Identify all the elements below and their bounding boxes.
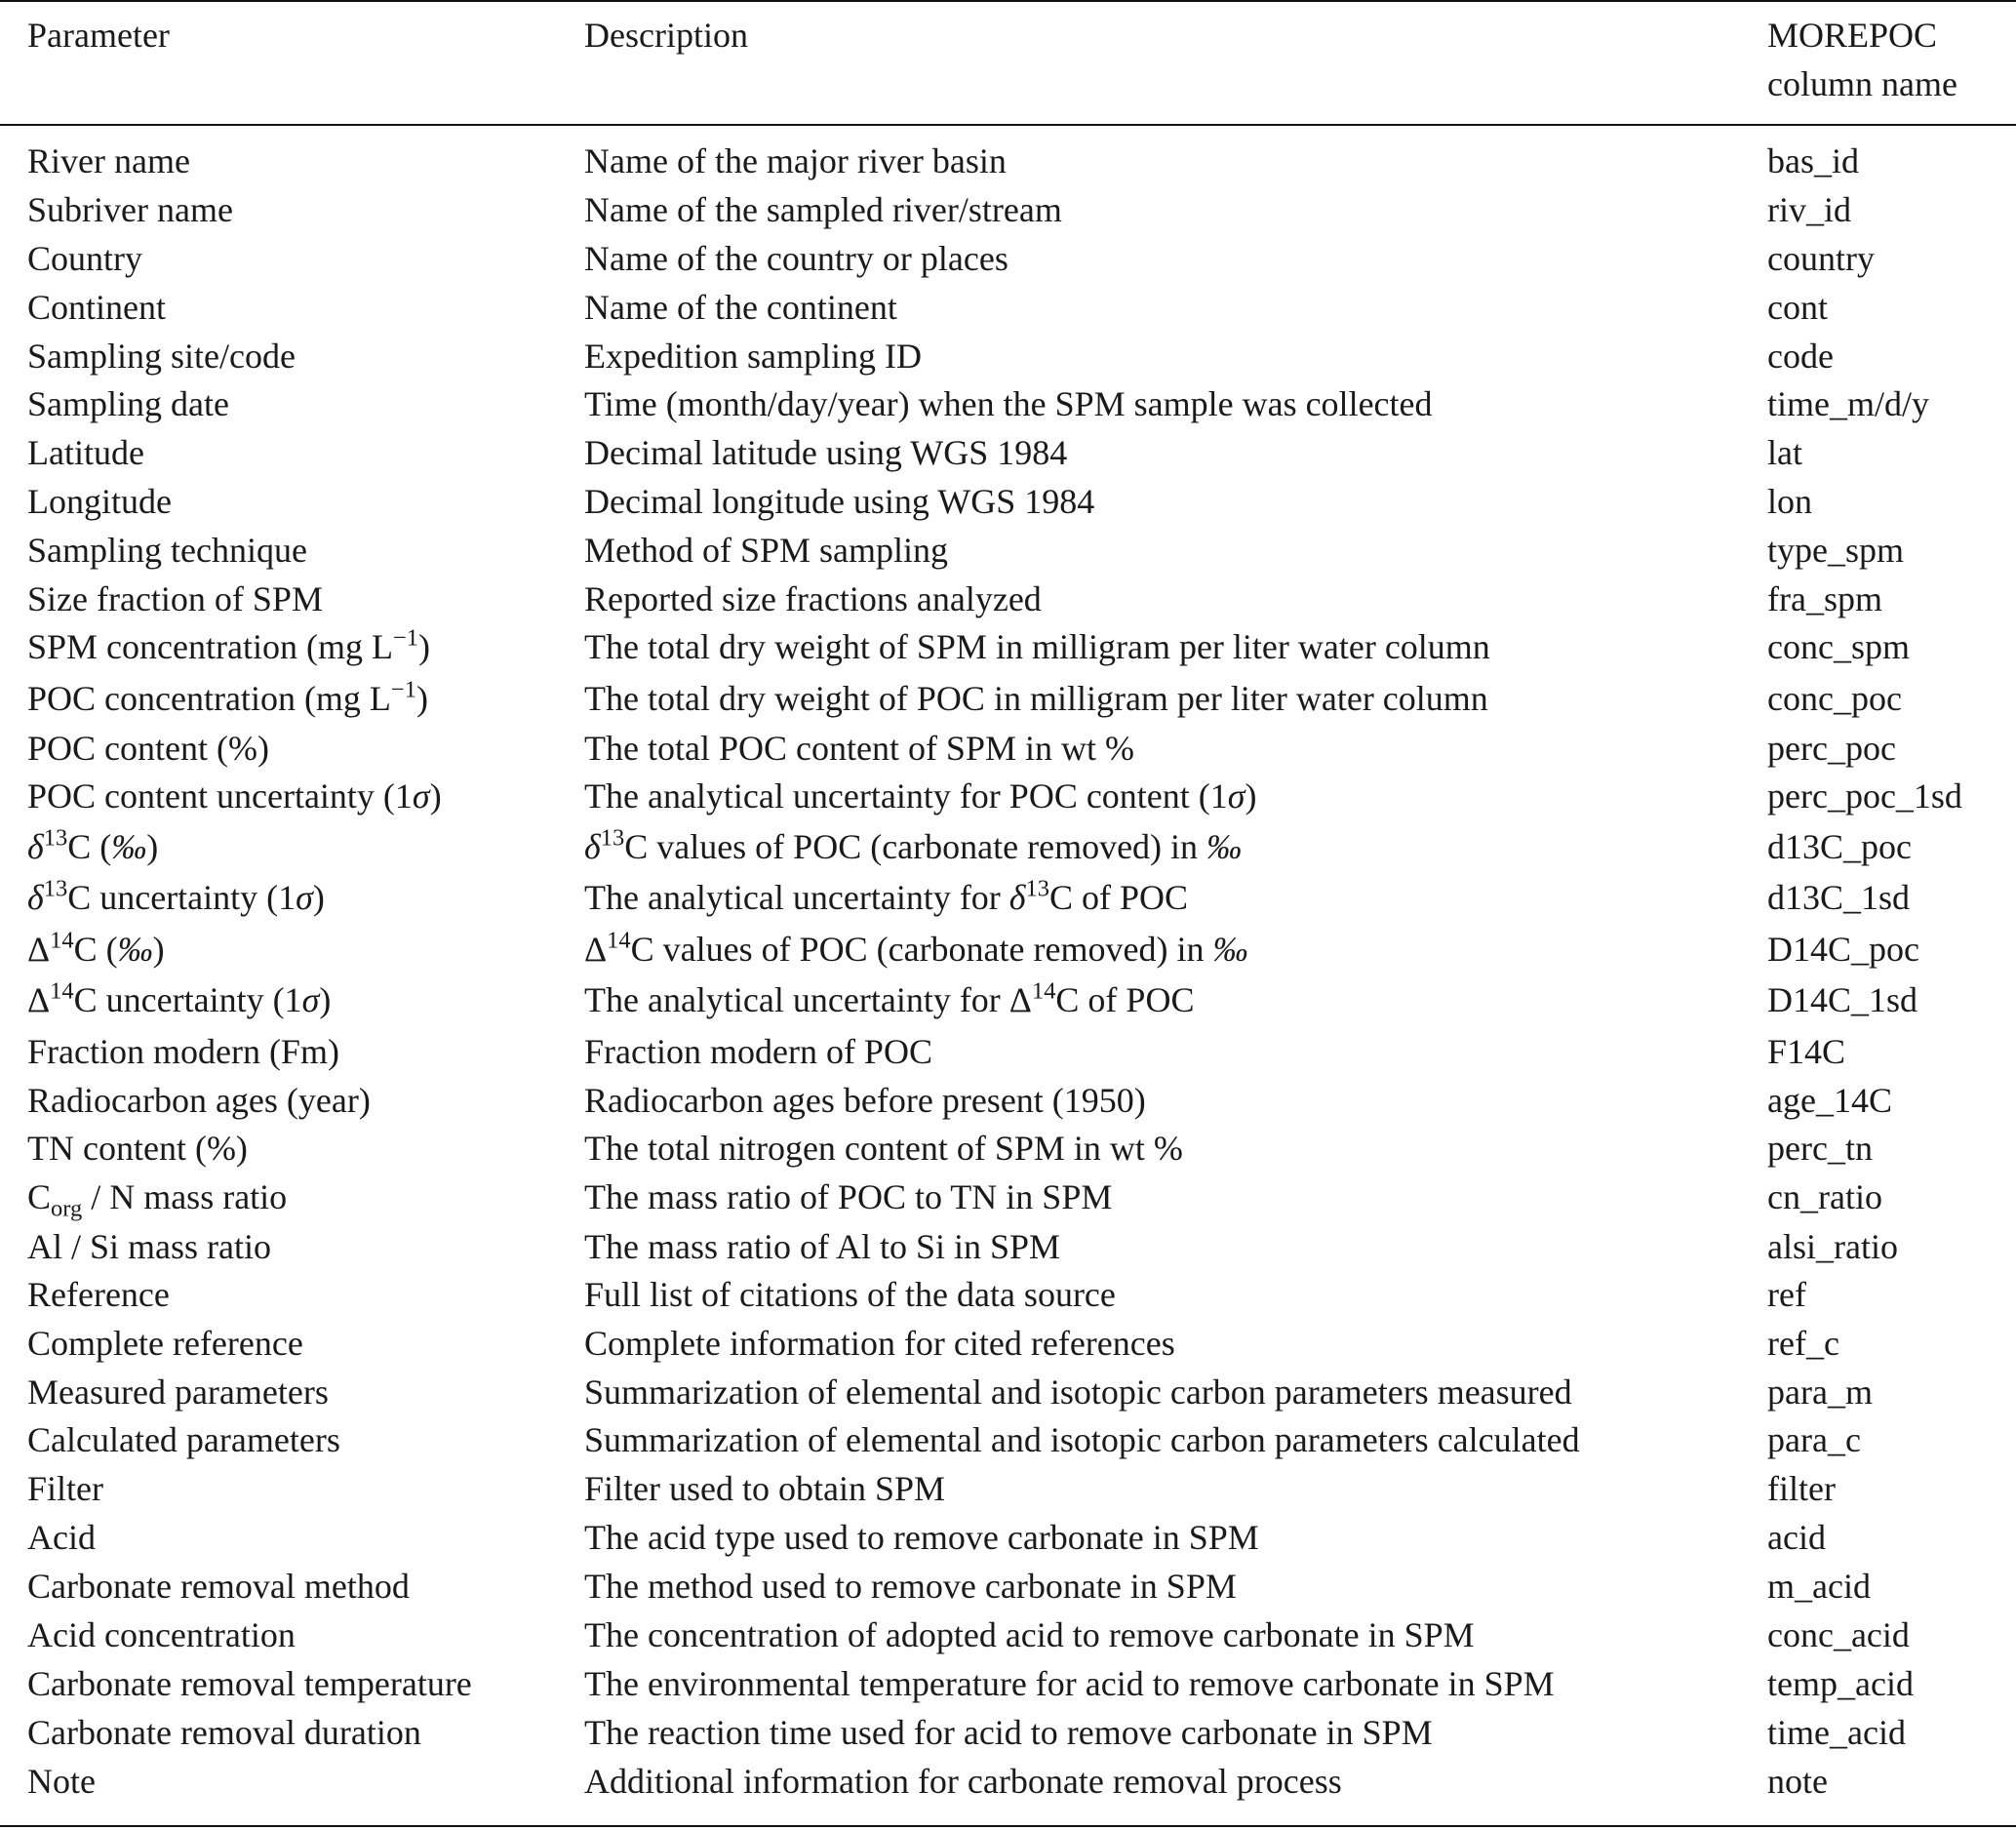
parameter-cell: Longitude [27, 482, 172, 521]
column-name-cell: code [1767, 337, 1834, 376]
table-row [0, 674, 2016, 723]
column-name-cell: alsi_ratio [1767, 1227, 1898, 1266]
column-name-cell: lat [1767, 433, 1802, 472]
description-cell: Reported size fractions analyzed [584, 579, 1042, 618]
column-name-cell: riv_id [1767, 190, 1851, 229]
column-name-cell: fra_spm [1767, 579, 1882, 618]
parameter-cell: $C_{org}$ / N mass ratio [27, 1177, 288, 1222]
parameter-cell: Carbonate removal duration [27, 1713, 421, 1752]
table-row [0, 526, 2016, 575]
parameter-cell: Al / Si mass ratio [27, 1227, 271, 1266]
column-name-cell: perc_poc_1sd [1767, 776, 1962, 816]
description-cell: Name of the country or places [584, 239, 1008, 278]
table-row [0, 1513, 2016, 1562]
table-row [0, 1415, 2016, 1464]
column-name-cell: lon [1767, 482, 1813, 521]
parameter-cell: Carbonate removal method [27, 1567, 410, 1606]
description-cell: The total nitrogen content of SPM in wt % [584, 1129, 1183, 1168]
header-column-name-line2: column name [1767, 64, 1957, 103]
description-cell: Method of SPM sampling [584, 531, 949, 570]
parameter-cell: Subriver name [27, 190, 233, 229]
parameter-cell: Country [27, 239, 143, 278]
table-row [0, 1708, 2016, 1757]
description-cell: Name of the major river basin [584, 141, 1007, 180]
table-row [0, 822, 2016, 871]
parameter-cell: Continent [27, 288, 166, 327]
column-name-cell: conc_poc [1767, 679, 1902, 718]
table-row [0, 234, 2016, 283]
column-name-cell: F14C [1767, 1032, 1846, 1071]
table-row [0, 1124, 2016, 1173]
table-row [0, 379, 2016, 428]
table-header-rule [0, 124, 2016, 126]
column-name-cell: time_acid [1767, 1713, 1906, 1752]
parameter-cell: Filter [27, 1469, 103, 1508]
header-parameter: Parameter [27, 16, 170, 55]
description-cell: Full list of citations of the data source [584, 1275, 1116, 1314]
description-cell: The environmental temperature for acid to remove carbonate in SPM [584, 1664, 1555, 1703]
description-cell: Summarization of elemental and isotopic carbon parameters measured [584, 1372, 1572, 1412]
column-name-cell: type_spm [1767, 531, 1904, 570]
table-row [0, 1368, 2016, 1416]
description-cell: The method used to remove carbonate in SPM [584, 1567, 1237, 1606]
column-name-cell: bas_id [1767, 141, 1859, 180]
table-row [0, 185, 2016, 234]
parameter-cell: POC content uncertainty (1σ) [27, 776, 442, 816]
table-row [0, 1222, 2016, 1271]
parameter-cell: Size fraction of SPM [27, 579, 323, 618]
description-cell: Name of the continent [584, 288, 897, 327]
table-row [0, 137, 2016, 185]
parameter-cell: $\Delta^{14}C$ (‰) [27, 927, 165, 969]
parameter-cell: Radiocarbon ages (year) [27, 1081, 371, 1120]
parameter-cell: Measured parameters [27, 1372, 329, 1412]
column-name-cell: age_14C [1767, 1081, 1892, 1120]
parameter-cell: Calculated parameters [27, 1420, 340, 1459]
column-name-cell: perc_poc [1767, 729, 1896, 768]
parameter-cell: Complete reference [27, 1324, 303, 1363]
parameter-cell: POC concentration (mg $L^{-1}$) [27, 676, 428, 718]
description-cell: The concentration of adopted acid to remove carbonate in SPM [584, 1615, 1475, 1654]
description-cell: Name of the sampled river/stream [584, 190, 1062, 229]
table-row [0, 1611, 2016, 1659]
column-name-cell: cn_ratio [1767, 1177, 1882, 1216]
parameter-cell: SPM concentration (mg $L^{-1}$) [27, 624, 430, 666]
table-row [0, 622, 2016, 671]
parameter-cell: $\Delta^{14}C$ uncertainty (1σ) [27, 977, 332, 1019]
description-cell: Complete information for cited references [584, 1324, 1175, 1363]
table-row [0, 477, 2016, 526]
description-cell: The analytical uncertainty for POC content (1σ) [584, 776, 1257, 816]
table-bottom-rule [0, 1825, 2016, 1827]
table-row [0, 1173, 2016, 1221]
parameter-cell: Acid [27, 1518, 96, 1557]
description-cell: The total dry weight of POC in milligram per liter water column [584, 679, 1488, 718]
column-name-cell: country [1767, 239, 1875, 278]
parameter-cell: River name [27, 141, 190, 180]
description-cell: The total dry weight of SPM in milligram per liter water column [584, 627, 1490, 666]
table-row [0, 1270, 2016, 1319]
parameter-cell: Sampling technique [27, 531, 307, 570]
column-name-cell: note [1767, 1762, 1828, 1801]
table-row [0, 925, 2016, 974]
column-name-cell: filter [1767, 1469, 1836, 1508]
column-name-cell: ref [1767, 1275, 1806, 1314]
table-row [0, 1319, 2016, 1368]
table-row [0, 975, 2016, 1024]
description-cell: The analytical uncertainty for $\delta^{13}C$ of POC [584, 875, 1189, 917]
column-name-cell: acid [1767, 1518, 1826, 1557]
table-row [0, 428, 2016, 477]
description-cell: Radiocarbon ages before present (1950) [584, 1081, 1146, 1120]
column-name-cell: para_c [1767, 1420, 1861, 1459]
description-cell: Additional information for carbonate removal process [584, 1762, 1342, 1801]
column-name-cell: conc_acid [1767, 1615, 1910, 1654]
parameter-cell: Latitude [27, 433, 144, 472]
description-cell: Time (month/day/year) when the SPM sample was collected [584, 384, 1433, 423]
column-name-cell: D14C_poc [1767, 930, 1919, 969]
parameter-cell: $\delta^{13}C$ uncertainty (1σ) [27, 875, 325, 917]
description-cell: Summarization of elemental and isotopic carbon parameters calculated [584, 1420, 1580, 1459]
table-row [0, 873, 2016, 922]
table-row [0, 1757, 2016, 1806]
description-cell: The mass ratio of Al to Si in SPM [584, 1227, 1061, 1266]
description-cell: The analytical uncertainty for $\Delta^{14}C$ of POC [584, 977, 1195, 1019]
column-name-cell: para_m [1767, 1372, 1873, 1412]
table-top-rule [0, 0, 2016, 2]
table-row [0, 283, 2016, 332]
column-name-cell: D14C_1sd [1767, 980, 1918, 1019]
table-row [0, 1562, 2016, 1611]
description-cell: $\Delta^{14}C$ values of POC (carbonate removed) in ‰ [584, 927, 1248, 969]
column-name-cell: conc_spm [1767, 627, 1910, 666]
table-row [0, 1027, 2016, 1076]
table-row [0, 1076, 2016, 1125]
table-row [0, 1464, 2016, 1513]
column-name-cell: d13C_1sd [1767, 878, 1911, 917]
description-cell: $\delta^{13}C$ values of POC (carbonate removed) in ‰ [584, 824, 1243, 866]
column-name-cell: temp_acid [1767, 1664, 1914, 1703]
parameter-cell: Fraction modern (Fm) [27, 1032, 339, 1071]
parameter-cell: Sampling site/code [27, 337, 296, 376]
column-name-cell: cont [1767, 288, 1828, 327]
parameter-cell: TN content (%) [27, 1129, 248, 1168]
description-cell: The reaction time used for acid to remove carbonate in SPM [584, 1713, 1433, 1752]
table-row [0, 1659, 2016, 1708]
header-description: Description [584, 16, 748, 55]
parameter-cell: $\delta^{13}C$ (‰) [27, 824, 159, 866]
parameter-cell: Reference [27, 1275, 170, 1314]
column-name-cell: ref_c [1767, 1324, 1839, 1363]
parameter-cell: Carbonate removal temperature [27, 1664, 472, 1703]
description-cell: The mass ratio of POC to TN in SPM [584, 1177, 1113, 1216]
column-name-cell: time_m/d/y [1767, 384, 1929, 423]
parameter-cell: Acid concentration [27, 1615, 296, 1654]
description-cell: Decimal latitude using WGS 1984 [584, 433, 1068, 472]
description-cell: The acid type used to remove carbonate in SPM [584, 1518, 1259, 1557]
parameter-cell: Note [27, 1762, 96, 1801]
table-row [0, 772, 2016, 820]
column-name-cell: d13C_poc [1767, 827, 1912, 866]
parameter-cell: POC content (%) [27, 729, 269, 768]
description-cell: The total POC content of SPM in wt % [584, 729, 1134, 768]
table-row [0, 332, 2016, 380]
parameter-cell: Sampling date [27, 384, 229, 423]
description-cell: Decimal longitude using WGS 1984 [584, 482, 1095, 521]
table-row [0, 575, 2016, 623]
description-cell: Expedition sampling ID [584, 337, 922, 376]
description-cell: Filter used to obtain SPM [584, 1469, 946, 1508]
description-cell: Fraction modern of POC [584, 1032, 932, 1071]
header-column-name-line1: MOREPOC [1767, 16, 1938, 55]
column-name-cell: m_acid [1767, 1567, 1871, 1606]
column-name-cell: perc_tn [1767, 1129, 1873, 1168]
table-row [0, 724, 2016, 773]
